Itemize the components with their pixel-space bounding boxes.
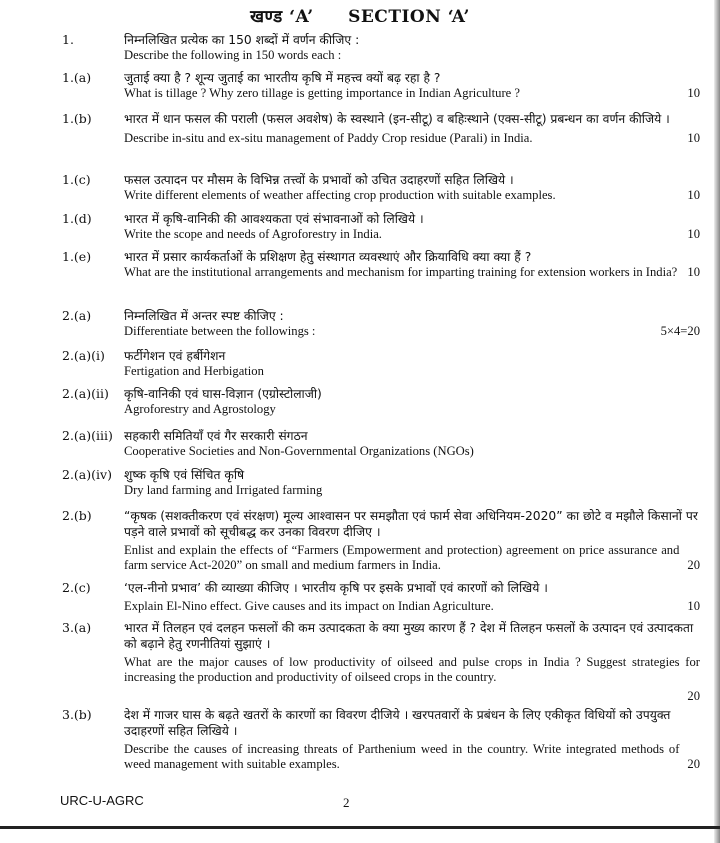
- question-number: 1.(d): [62, 211, 92, 226]
- marks: 10: [687, 227, 700, 241]
- question-number: 1.(b): [62, 111, 92, 126]
- question-body: [124, 467, 700, 498]
- question-english: Differentiate between the followings :: [124, 324, 316, 338]
- question-hindi: भारत में धान फसल की पराली (फसल अवशेष) के स्वस्थाने (इन-सीटू) व बहिःस्थाने (एक्स-सीटू) प्रबन्धन का वर्णन कीजिये ।: [124, 112, 670, 126]
- question-body: [124, 580, 700, 614]
- page-number: 2: [343, 795, 350, 810]
- marks: 10: [687, 131, 700, 145]
- question-body: [124, 172, 700, 203]
- marks: 20: [687, 757, 700, 771]
- question-number: 1.(c): [62, 172, 91, 187]
- question-hindi: कृषि-वानिकी एवं घास-विज्ञान (एग्रोस्टोलाजी): [124, 387, 322, 401]
- question-english: Cooperative Societies and Non-Governmental Organizations (NGOs): [124, 444, 474, 458]
- question-body: [124, 386, 700, 417]
- question-body: [124, 508, 700, 573]
- section-header-english: SECTION ‘A’: [348, 7, 470, 27]
- question-body: [124, 111, 700, 146]
- question-hindi: शुष्क कृषि एवं सिंचित कृषि: [124, 468, 245, 482]
- question-english: Fertigation and Herbigation: [124, 364, 264, 378]
- question-hindi: निम्नलिखित में अन्तर स्पष्ट कीजिए :: [124, 309, 284, 323]
- question-english: Describe the causes of increasing threats of Parthenium weed in the country. Write integrated methods of weed management with suitable examples.: [124, 742, 680, 771]
- question-hindi: देश में गाजर घास के बढ़ते खतरों के कारणों का विवरण दीजिये । खरपतवारों के प्रबंधन के लिए एकीकृत विधियों को उपयुक्त उदाहरणों सहित लिखिये ।: [124, 708, 671, 738]
- question-body: [124, 620, 700, 704]
- question-body: [124, 707, 700, 772]
- question-english: Agroforestry and Agrostology: [124, 402, 276, 416]
- question-body: [124, 249, 700, 280]
- question-number: 2.(a)(i): [62, 348, 105, 363]
- question-number: 2.(a)(iii): [62, 428, 113, 443]
- question-english: Describe the following in 150 words each :: [124, 48, 342, 62]
- question-number: 3.(b): [62, 707, 92, 722]
- paper-code: URC-U-AGRC: [60, 793, 144, 808]
- question-number: 2.(a): [62, 308, 92, 323]
- question-hindi: “कृषक (सशक्तीकरण एवं संरक्षण) मूल्य आश्वासन पर समझौता एवं फार्म सेवा अधिनियम-2020” का छोटे व मझौले किसानों पर पड़ने वाले प्रभावों को सूचीबद्ध कर उनका विवरण दीजिए ।: [124, 509, 698, 539]
- question-number: 3.(a): [62, 620, 92, 635]
- question-hindi: भारत में तिलहन एवं दलहन फसलों की कम उत्पादकता के क्या मुख्य कारण हैं ? देश में तिलहन फसलों के उत्पादन एवं उत्पादकता को बढ़ाने हेतु रणनीतियां सुझाएं ।: [124, 621, 694, 651]
- question-english: Describe in-situ and ex-situ management of Paddy Crop residue (Parali) in India.: [124, 131, 533, 145]
- question-english: Write the scope and needs of Agroforestry in India.: [124, 227, 382, 241]
- question-body: [124, 32, 700, 63]
- marks: 10: [687, 188, 700, 202]
- question-english: Dry land farming and Irrigated farming: [124, 483, 323, 497]
- question-english: Enlist and explain the effects of “Farmers (Empowerment and protection) agreement on price assurance and farm service Act-2020” on small and medium farmers in India.: [124, 543, 680, 572]
- marks: 10: [687, 86, 700, 100]
- question-body: [124, 308, 700, 339]
- marks: 20: [687, 689, 700, 703]
- question-english: What are the institutional arrangements and mechanism for imparting training for extension workers in India?: [124, 265, 678, 279]
- question-hindi: भारत में कृषि-वानिकी की आवश्यकता एवं संभावनाओं को लिखिये ।: [124, 212, 424, 226]
- question-number: 2.(a)(iv): [62, 467, 112, 482]
- question-body: [124, 211, 700, 242]
- question-hindi: ‘एल-नीनो प्रभाव’ की व्याख्या कीजिए । भारतीय कृषि पर इसके प्रभावों एवं कारणों को लिखिये ।: [124, 581, 548, 595]
- question-english: Write different elements of weather affecting crop production with suitable examples.: [124, 188, 556, 202]
- question-number: 2.(c): [62, 580, 91, 595]
- question-number: 1.: [62, 32, 74, 47]
- marks: 10: [687, 599, 700, 613]
- bottom-edge: [0, 826, 720, 829]
- marks: 20: [687, 558, 700, 572]
- question-hindi: निम्नलिखित प्रत्येक का 150 शब्दों में वर्णन कीजिए :: [124, 33, 360, 47]
- question-number: 1.(a): [62, 70, 92, 85]
- question-english: What is tillage ? Why zero tillage is getting importance in Indian Agriculture ?: [124, 86, 520, 100]
- question-english: Explain El-Nino effect. Give causes and its impact on Indian Agriculture.: [124, 599, 494, 613]
- question-number: 2.(a)(ii): [62, 386, 109, 401]
- page-edge-shadow: [714, 0, 720, 843]
- question-english: What are the major causes of low productivity of oilseed and pulse crops in India ? Suggest strategies for increasing the production and productivity of oilseed crops in the country.: [124, 655, 700, 684]
- question-body: [124, 348, 700, 379]
- question-hindi: सहकारी समितियाँ एवं गैर सरकारी संगठन: [124, 429, 308, 443]
- marks: 10: [687, 265, 700, 279]
- question-body: [124, 428, 700, 459]
- section-header: [0, 4, 720, 27]
- question-hindi: भारत में प्रसार कार्यकर्ताओं के प्रशिक्षण हेतु संस्थागत व्यवस्थाएं और क्रियाविधि क्या क्या हैं ?: [124, 250, 532, 264]
- question-body: [124, 70, 700, 101]
- question-hindi: फसल उत्पादन पर मौसम के विभिन्न तत्त्वों के प्रभावों को उचित उदाहरणों सहित लिखिये ।: [124, 173, 514, 187]
- question-number: 1.(e): [62, 249, 92, 264]
- question-number: 2.(b): [62, 508, 92, 523]
- question-hindi: फर्टीगेशन एवं हर्बीगेशन: [124, 349, 226, 363]
- marks: 5×4=20: [660, 324, 700, 338]
- section-header-hindi: खण्ड ‘A’: [250, 7, 314, 27]
- question-hindi: जुताई क्या है ? शून्य जुताई का भारतीय कृषि में महत्त्व क्यों बढ़ रहा है ?: [124, 71, 441, 85]
